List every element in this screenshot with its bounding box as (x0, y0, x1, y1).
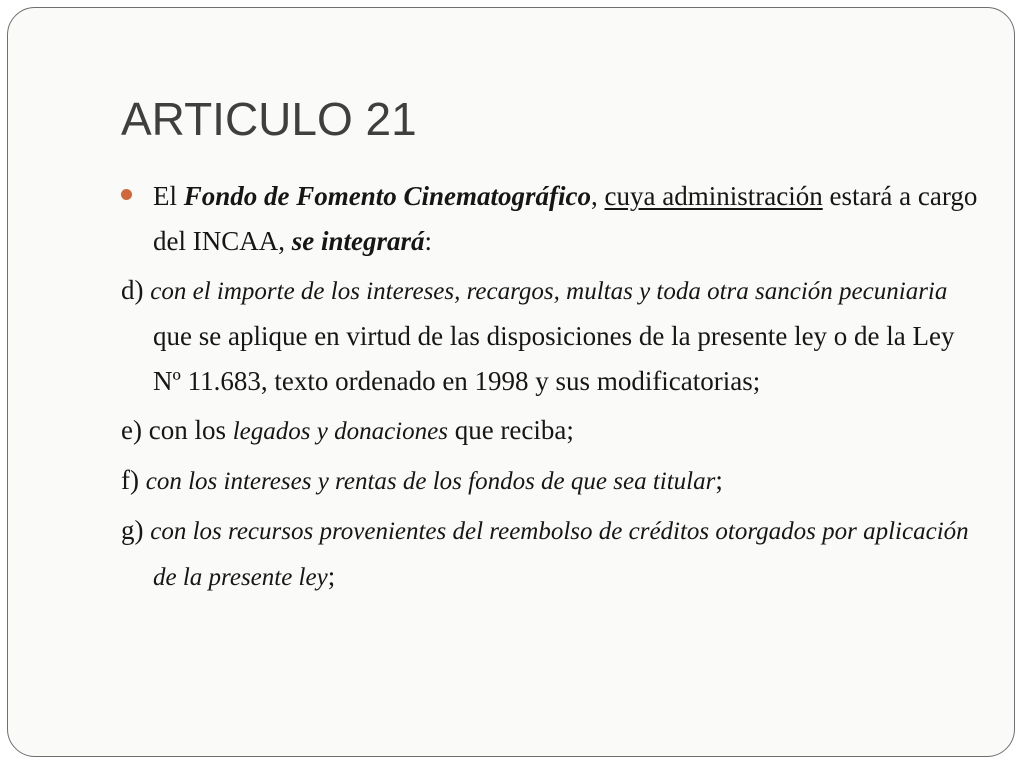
underlined-phrase: cuya administración (604, 181, 823, 211)
item-f-label: f) (121, 465, 146, 495)
intro-text-2: , (591, 181, 605, 211)
bullet-icon (121, 189, 132, 200)
item-g (121, 508, 981, 600)
slide-frame (7, 7, 1015, 757)
item-d-rest: que se aplique en virtud de las disposiciones de la presente ley o de la Ley Nº 11.683, texto ordenado en 1998 y sus modificatorias; (153, 321, 955, 396)
item-g-label: g) (121, 515, 151, 545)
item-g-italic: con los recursos provenientes del reembolso de créditos otorgados por aplicación de la presente ley (150, 518, 969, 591)
item-g-rest: ; (327, 561, 336, 591)
fund-name: Fondo de Fomento Cinematográfico (183, 181, 592, 211)
slide-title: ARTICULO 21 (121, 93, 417, 145)
item-d-label: d) (121, 275, 151, 305)
slide-body (121, 174, 981, 604)
intro-text-3: estará a cargo del INCAA, (153, 181, 978, 256)
item-e (121, 408, 981, 454)
item-e-label: e) con los (121, 415, 233, 445)
item-f-italic: con los intereses y rentas de los fondos de que sea titular (145, 468, 716, 495)
integrara-phrase: se integrará (291, 226, 425, 256)
intro-paragraph (121, 174, 981, 264)
item-f-rest: ; (715, 465, 723, 495)
intro-text-1: El (153, 181, 184, 211)
item-e-italic: legados y donaciones (232, 418, 448, 445)
item-f (121, 458, 981, 504)
intro-text-4: : (424, 226, 433, 256)
item-e-rest: que reciba; (447, 415, 574, 445)
item-d-italic: con el importe de los intereses, recargos, multas y toda otra sanción pecuniaria (150, 278, 948, 305)
item-d (121, 268, 981, 404)
